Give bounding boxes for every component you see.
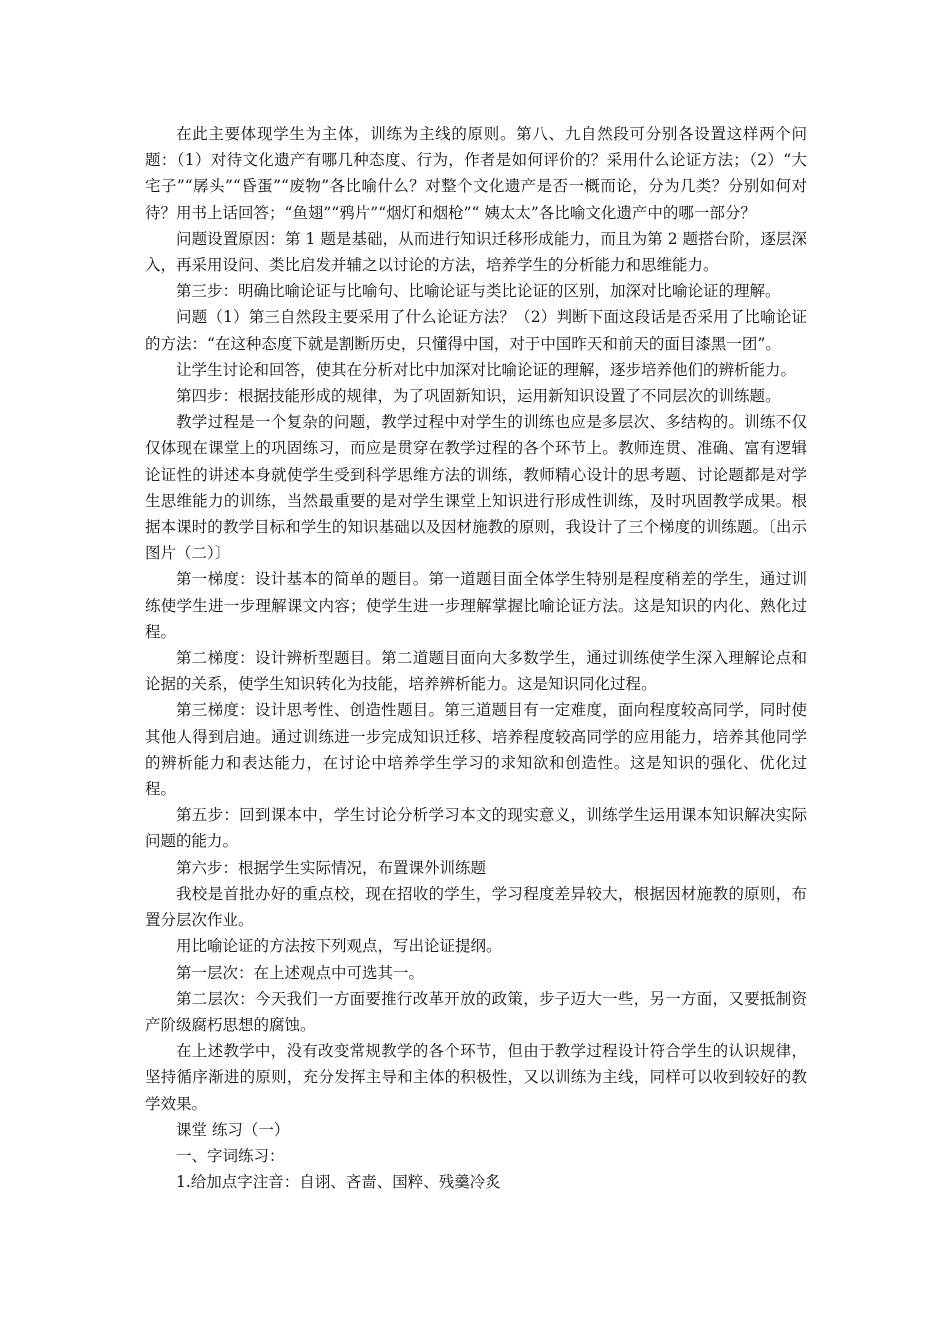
- paragraph: 第一梯度：设计基本的简单的题目。第一道题目面全体学生特别是程度稍差的学生，通过训练使学生进一步理解课文内容；使学生进一步理解掌握比喻论证方法。这是知识的内化、熟化过程。: [145, 570, 807, 641]
- exercise-item: 1.给加点字注音：自诩、吝啬、国粹、残羹冷炙: [176, 1173, 501, 1192]
- paragraph: 在此主要体现学生为主体，训练为主线的原则。第八、九自然段可分别各设置这样两个问题：（1）对待文化遗产有哪几种态度、行为，作者是如何评价的？采用什么论证方法；（2）“大宅子”“孱头”“昏蛋”“废物”各比喻什么？对整个文化遗产是否一概而论，分为几类？分别如何对待？用书上话回答；“鱼翅”“鸦片”“烟灯和烟枪”“ 姨太太”各比喻文化遗产中的哪一部分？: [145, 125, 807, 222]
- paragraph: 第二层次：今天我们一方面要推行改革开放的政策，步子迈大一些，另一方面，又要抵制资产阶级腐朽思想的腐蚀。: [145, 989, 807, 1034]
- paragraph: 第一层次：在上述观点中可选其一。: [176, 963, 425, 982]
- paragraph: 第五步：回到课本中，学生讨论分析学习本文的现实意义，训练学生运用课本知识解决实际问题的能力。: [145, 806, 807, 851]
- document-body: [145, 121, 807, 1195]
- paragraph: 第四步：根据技能形成的规律，为了巩固新知识，运用新知识设置了不同层次的训练题。: [176, 387, 781, 406]
- paragraph: 第二梯度：设计辨析型题目。第二道题目面向大多数学生，通过训练使学生深入理解论点和论据的关系，使学生知识转化为技能，培养辨析能力。这是知识同化过程。: [145, 649, 807, 694]
- paragraph: 我校是首批办好的重点校，现在招收的学生，学习程度差异较大，根据因材施教的原则，布置分层次作业。: [145, 884, 807, 930]
- paragraph: 教学过程是一个复杂的问题，教学过程中对学生的训练也应是多层次、多结构的。训练不仅仅体现在课堂上的巩固练习，而应是贯穿在教学过程的各个环节上。教师连贯、准确、富有逻辑论证性的讲述本身就使学生受到科学思维方法的训练，教师精心设计的思考题、讨论题都是对学生思维能力的训练，当然最重要的是对学生课堂上知识进行形成性训练，及时巩固教学成果。根据本课时的教学目标和学生的知识基础以及因材施教的原则，我设计了三个梯度的训练题。〔出示图片（二）〕: [145, 413, 807, 563]
- section-heading: 一、字词练习：: [176, 1146, 285, 1165]
- paragraph: 问题（1）第三自然段主要采用了什么论证方法？（2）判断下面这段话是否采用了比喻论证的方法：“在这种态度下就是割断历史，只懂得中国，对于中国昨天和前天的面目漆黑一团”。: [145, 308, 807, 353]
- paragraph: 第六步：根据学生实际情况，布置课外训练题: [176, 858, 487, 877]
- paragraph: 问题设置原因：第 1 题是基础，从而进行知识迁移形成能力，而且为第 2 题搭台阶，逐层深入，再采用设问、类比启发并辅之以讨论的方法，培养学生的分析能力和思维能力。: [145, 229, 807, 275]
- section-heading: 课堂 练习（一）: [176, 1120, 290, 1139]
- paragraph: 让学生讨论和回答，使其在分析对比中加深对比喻论证的理解，逐步培养他们的辨析能力。: [176, 360, 797, 379]
- paragraph: 第三步：明确比喻论证与比喻句、比喻论证与类比论证的区别，加深对比喻论证的理解。: [176, 282, 781, 301]
- paragraph: 在上述教学中，没有改变常规教学的各个环节，但由于教学过程设计符合学生的认识规律，坚持循序渐进的原则，充分发挥主导和主体的积极性，又以训练为主线，同样可以收到较好的教学效果。: [145, 1042, 807, 1113]
- paragraph: 用比喻论证的方法按下列观点，写出论证提纲。: [176, 937, 502, 956]
- paragraph: 第三梯度：设计思考性、创造性题目。第三道题目有一定难度，面向程度较高同学，同时使其他人得到启迪。通过训练进一步完成知识迁移、培养程度较高同学的应用能力，培养其他同学的辨析能力和表达能力，在讨论中培养学生学习的求知欲和创造性。这是知识的强化、优化过程。: [145, 701, 807, 799]
